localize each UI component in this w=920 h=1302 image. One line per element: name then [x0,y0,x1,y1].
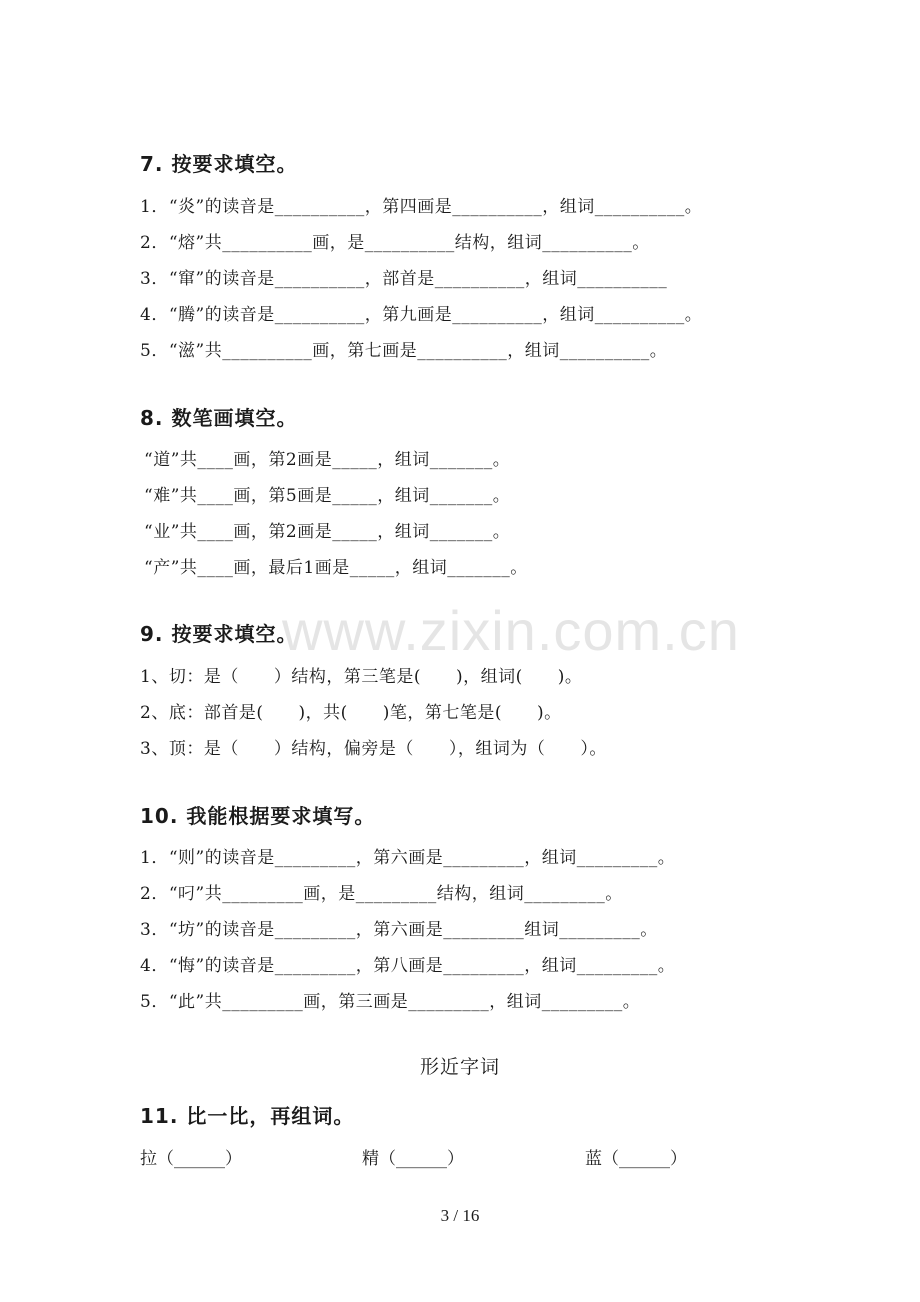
section-10-heading: 10. 我能根据要求填写。 [140,804,376,828]
section-7-line-5: 5．“滋”共__________画，第七画是__________，组词__________。 [140,341,668,361]
section-8-line-1: “道”共____画，第2画是_____，组词_______。 [144,450,511,470]
section-11-heading: 11. 比一比，再组词。 [140,1104,355,1128]
section-8-heading: 8. 数笔画填空。 [140,406,298,430]
section-8-line-2: “难”共____画，第5画是_____，组词_______。 [144,486,511,506]
section-9-line-3: 3、顶：是（ ）结构，偏旁是（ ），组词为（ ）。 [140,739,607,759]
section-7-heading: 7. 按要求填空。 [140,152,298,176]
section-10-line-5: 5．“此”共_________画，第三画是_________，组词_________。 [140,992,641,1012]
section-8-line-4: “产”共____画，最后1画是_____，组词_______。 [144,558,528,578]
section-7-line-4: 4．“腾”的读音是__________，第九画是__________，组词__________。 [140,305,703,325]
section-10-line-1: 1．“则”的读音是_________，第六画是_________，组词_________。 [140,848,676,868]
compare-item-2: 精（______） [362,1149,464,1169]
watermark-text: www.zixin.com.cn [282,599,740,662]
section-9-line-1: 1、切：是（ ）结构，第三笔是( )，组词( )。 [140,667,583,687]
section-7-line-3: 3．“窜”的读音是__________，部首是__________，组词__________ [140,269,668,289]
section-7-line-2: 2．“熔”共__________画，是__________结构，组词__________。 [140,233,650,253]
similar-characters-title: 形近字词 [419,1056,500,1078]
section-10-line-3: 3．“坊”的读音是_________，第六画是_________组词_________。 [140,920,658,940]
section-9-line-2: 2、底：部首是( )，共( )笔，第七笔是( )。 [140,703,562,723]
section-8-line-3: “业”共____画，第2画是_____，组词_______。 [144,522,511,542]
compare-item-3: 蓝（______） [585,1149,687,1169]
page-number: 3 / 16 [440,1206,480,1225]
section-10-line-2: 2．“叼”共_________画，是_________结构，组词_________。 [140,884,623,904]
compare-item-1: 拉（______） [140,1149,242,1169]
section-10-line-4: 4．“悔”的读音是_________，第八画是_________，组词_________。 [140,956,676,976]
section-7-line-1: 1．“炎”的读音是__________，第四画是__________，组词__________。 [140,197,703,217]
section-9-heading: 9. 按要求填空。 [140,622,298,646]
